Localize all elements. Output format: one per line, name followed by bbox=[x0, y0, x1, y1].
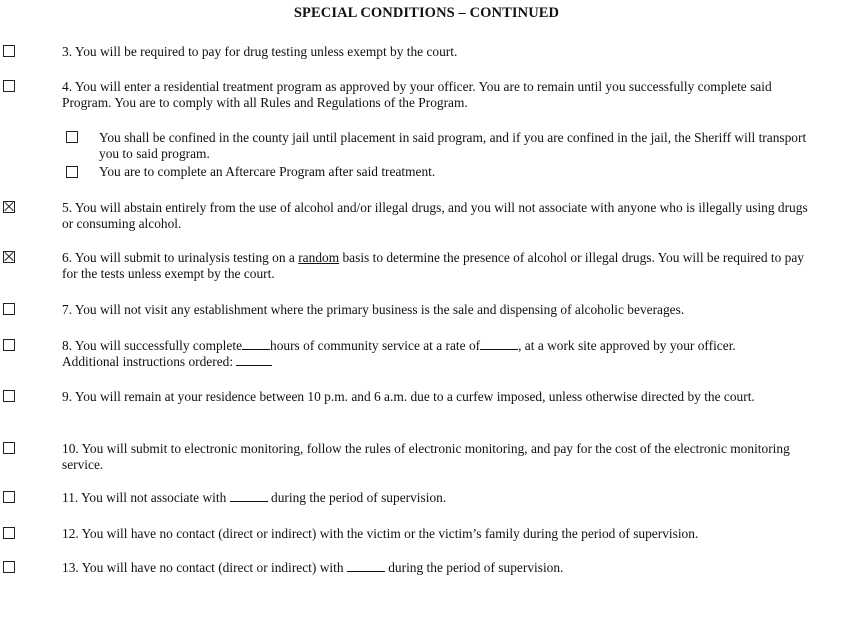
checkbox-condition-8[interactable] bbox=[3, 339, 15, 351]
condition-6-text-a: 6. You will submit to urinalysis testing on a bbox=[62, 250, 299, 265]
condition-8-text-a: 8. You will successfully complete bbox=[62, 338, 243, 353]
checkbox-condition-4-aftercare[interactable] bbox=[66, 166, 78, 178]
condition-4-jail-text: You shall be confined in the county jail until placement in said program, and if you are confined in the jail, the Sheriff will transport you to said program. bbox=[99, 130, 807, 161]
checkbox-condition-4-jail[interactable] bbox=[66, 131, 78, 143]
no-contact-name-blank[interactable] bbox=[347, 560, 385, 572]
condition-8-text bbox=[62, 338, 822, 370]
condition-6-random: random bbox=[298, 250, 340, 265]
checkbox-condition-4[interactable] bbox=[3, 80, 15, 92]
condition-11-text bbox=[62, 490, 822, 506]
condition-4-text: 4. You will enter a residential treatment program as approved by your officer. You are to remain until you successfully complete said Program. You are to comply with all Rules and Regulations of the Program. bbox=[62, 79, 772, 110]
checkbox-condition-10[interactable] bbox=[3, 442, 15, 454]
condition-6-text-b: basis to determine the presence of alcohol or illegal drugs. You will be required to pay for the tests unless exempt by the court. bbox=[62, 250, 804, 281]
condition-13-text bbox=[62, 560, 822, 576]
checkbox-condition-6[interactable] bbox=[3, 251, 15, 263]
condition-5-text: 5. You will abstain entirely from the use of alcohol and/or illegal drugs, and you will not associate with anyone who is illegally using drugs or consuming alcohol. bbox=[62, 200, 808, 231]
no-associate-name-blank[interactable] bbox=[230, 490, 268, 502]
checkbox-condition-5[interactable] bbox=[3, 201, 15, 213]
condition-8-text-d: Additional instructions ordered: bbox=[62, 354, 234, 369]
checkbox-condition-13[interactable] bbox=[3, 561, 15, 573]
checkbox-condition-3[interactable] bbox=[3, 45, 15, 57]
additional-instructions-blank[interactable] bbox=[236, 354, 272, 366]
checkbox-condition-7[interactable] bbox=[3, 303, 15, 315]
checkbox-condition-12[interactable] bbox=[3, 527, 15, 539]
condition-11-text-a: 11. You will not associate with bbox=[62, 490, 227, 505]
checkbox-condition-11[interactable] bbox=[3, 491, 15, 503]
condition-4-aftercare-text: You are to complete an Aftercare Program after said treatment. bbox=[99, 164, 436, 179]
condition-12-text: 12. You will have no contact (direct or indirect) with the victim or the victim’s family during the period of supervision. bbox=[62, 526, 699, 541]
community-service-rate-blank[interactable] bbox=[480, 338, 518, 350]
condition-3-text: 3. You will be required to pay for drug testing unless exempt by the court. bbox=[62, 44, 458, 59]
condition-6-text bbox=[62, 250, 822, 282]
page-title: SPECIAL CONDITIONS – CONTINUED bbox=[293, 5, 560, 21]
condition-8-text-c: , at a work site approved by your officer. bbox=[518, 338, 736, 353]
condition-13-text-a: 13. You will have no contact (direct or indirect) with bbox=[62, 560, 344, 575]
community-service-hours-blank[interactable] bbox=[242, 338, 270, 350]
condition-11-text-b: during the period of supervision. bbox=[271, 490, 447, 505]
condition-8-text-b: hours of community service at a rate of bbox=[270, 338, 481, 353]
condition-13-text-b: during the period of supervision. bbox=[388, 560, 564, 575]
condition-9-text: 9. You will remain at your residence between 10 p.m. and 6 a.m. due to a curfew imposed, unless otherwise directed by the court. bbox=[62, 389, 755, 404]
checkbox-condition-9[interactable] bbox=[3, 390, 15, 402]
condition-7-text: 7. You will not visit any establishment where the primary business is the sale and dispensing of alcoholic beverages. bbox=[62, 302, 685, 317]
condition-10-text: 10. You will submit to electronic monitoring, follow the rules of electronic monitoring, and pay for the cost of the electronic monitoring service. bbox=[62, 441, 790, 472]
